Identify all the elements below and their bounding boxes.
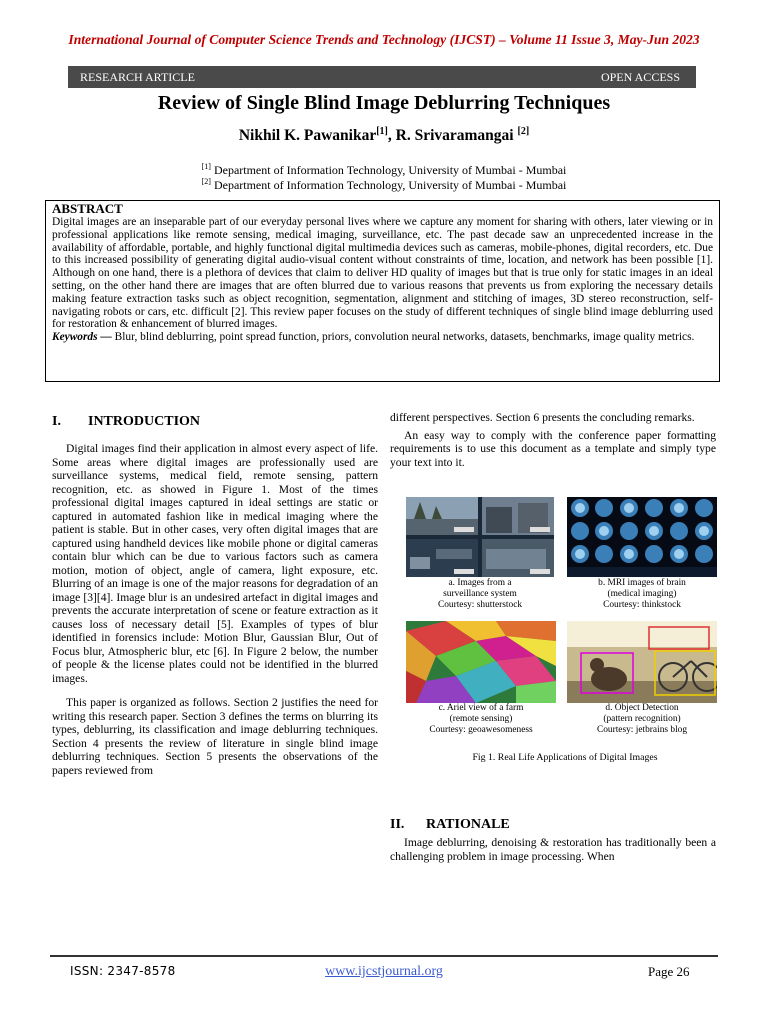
caption-line: surveillance system — [443, 589, 517, 599]
caption-line: Courtesy: jetbrains blog — [596, 725, 688, 735]
caption-line: (medical imaging) — [607, 589, 677, 599]
author-name: R. Srivaramangai — [395, 127, 518, 145]
paragraph: This paper is organized as follows. Section 2 justifies the need for writing this research paper. Section 3 defines the terms on blurring its types, deblurring, its classification and image deblurring techniques. Section 4 presents the review of literature in single blind image deblurring techniques. Section 5 presents the observations of the papers reviewed from — [52, 696, 378, 777]
section-number: I. — [52, 414, 61, 429]
keywords-text: Blur, blind deblurring, point spread function, priors, convolution neural networks, datasets, benchmarks, image quality metrics. — [111, 331, 695, 344]
mri-image — [567, 497, 717, 577]
caption-line: Courtesy: geoawesomeness — [429, 725, 533, 735]
figure-title: Fig 1. Real Life Applications of Digital Images — [472, 752, 658, 763]
caption-line: c. Ariel view of a farm — [438, 703, 524, 713]
page-number: Page 26 — [648, 964, 690, 979]
abstract-heading: ABSTRACT — [52, 201, 123, 216]
footer-divider — [50, 955, 718, 957]
section-heading-rationale — [390, 817, 510, 833]
paragraph: Digital images find their application in almost every aspect of life. Some areas where digital images are professionally used are surveillance systems, medical field, remote sensing, pattern recognition, etc. as showed in Figure 1. Most of the times professional digital images captured in ideal settings are static or captured in automated fashion like in medical imaging where the patient is stable. But in other cases, very often digital images that are captured using handheld devices like mobile phone or digital cameras contain blur which can be due to various factors such as camera motion, motion of object, angle of camera, light exposure, etc. Blurring of an image is one of the major reasons for degradation of an image [3][4]. Image blur is an undesired artefact in digital images and prevents the accurate interpretation of scene or feature extraction as it causes loss of necessary detail [5]. Examples of types of blur identified in forensics include: Motion Blur, Gaussian Blur, Out of Focus blur, Atmospheric blur, etc [6]. In Figure 2 below, the number of people & the license plates could not be identified in the blurred images. — [52, 442, 378, 685]
author-mark: [2] — [517, 126, 530, 137]
affiliation — [0, 162, 768, 178]
author-sep: , — [387, 127, 396, 145]
article-type-label: RESEARCH ARTICLE — [80, 70, 195, 84]
paragraph: different perspectives. Section 6 presents the concluding remarks. — [390, 411, 695, 424]
paragraph: An easy way to comply with the conference paper formatting requirements is to use this document as a template and simply type your text into it. — [390, 428, 716, 469]
caption-line: (remote sensing) — [449, 714, 513, 724]
figure-caption-a — [406, 578, 554, 611]
abstract-body: Digital images are an inseparable part of our everyday personal lives where we capture any moment for sharing with others, later viewing or in professional applications like remote sensing, medical imaging, surveillance, etc. The past decade saw an unprecedented increase in the availability of affordable, portable, and highly functional digital multimedia devices such as cameras, mobile-phones, digital recorders, etc. Due to this increased possibility of generating digital audio-visual content without constraints of time, location, and network has been possible [1]. Although on one hand, there is a plethora of devices that claim to deliver HD quality of images but that is true only for static images in an ideal setting, on the other hand there are images that are often blurred due to various reasons that prevents us from exploring the necessary details making feature extraction tasks such as object recognition, segmentation, alignment and stitching of images, 3D stereo reconstruction, self-navigating robots or cars, etc. difficult [2]. This review paper focuses on the study of different techniques of single blind image deblurring used for restoration & enhancement of blurred images. — [52, 216, 713, 331]
journal-header: International Journal of Computer Science Trends and Technology (IJCST) – Volume 11 Issue 3, May-Jun 2023 — [68, 32, 700, 47]
keywords — [52, 331, 713, 344]
affiliation-mark: [1] — [201, 162, 211, 171]
journal-website-link[interactable]: www.ijcstjournal.org — [325, 964, 443, 979]
right-column-text — [390, 411, 716, 469]
keywords-label: Keywords — — [52, 331, 112, 344]
introduction-body — [52, 442, 378, 777]
surveillance-image — [406, 497, 554, 577]
figure-caption-b — [560, 578, 724, 611]
section-title: INTRODUCTION — [88, 414, 201, 429]
section-heading-introduction — [52, 414, 200, 430]
caption-line: a. Images from a — [448, 578, 512, 588]
caption-line: b. MRI images of brain — [598, 578, 686, 588]
paragraph: Image deblurring, denoising & restoration has traditionally been a challenging problem in image processing. When — [390, 836, 716, 863]
section-number: II. — [390, 817, 405, 832]
affiliation-text: Department of Information Technology, University of Mumbai - Mumbai — [210, 163, 567, 177]
figure-caption-d — [562, 703, 722, 736]
issn: ISSN: 2347-8578 — [70, 964, 176, 978]
caption-line: d. Object Detection — [605, 703, 679, 713]
authors — [0, 126, 768, 145]
abstract-box — [45, 200, 720, 382]
rationale-body — [390, 836, 716, 863]
affiliation — [0, 177, 768, 193]
author-name: Nikhil K. Pawanikar — [238, 127, 377, 145]
caption-line: Courtesy: thinkstock — [603, 600, 681, 610]
paper-title: Review of Single Blind Image Deblurring Techniques — [157, 92, 611, 114]
farm-aerial-image — [406, 621, 556, 703]
object-detection-image — [567, 621, 717, 703]
affiliation-text: Department of Information Technology, University of Mumbai - Mumbai — [210, 178, 567, 192]
section-title: RATIONALE — [426, 817, 510, 832]
article-type-bar — [68, 66, 696, 88]
author-mark: [1] — [376, 126, 388, 137]
open-access-label: OPEN ACCESS — [600, 70, 680, 84]
caption-line: (pattern recognition) — [603, 714, 681, 724]
affiliation-mark: [2] — [201, 177, 211, 186]
figure-caption-c — [402, 703, 560, 736]
caption-line: Courtesy: shutterstock — [437, 600, 523, 610]
